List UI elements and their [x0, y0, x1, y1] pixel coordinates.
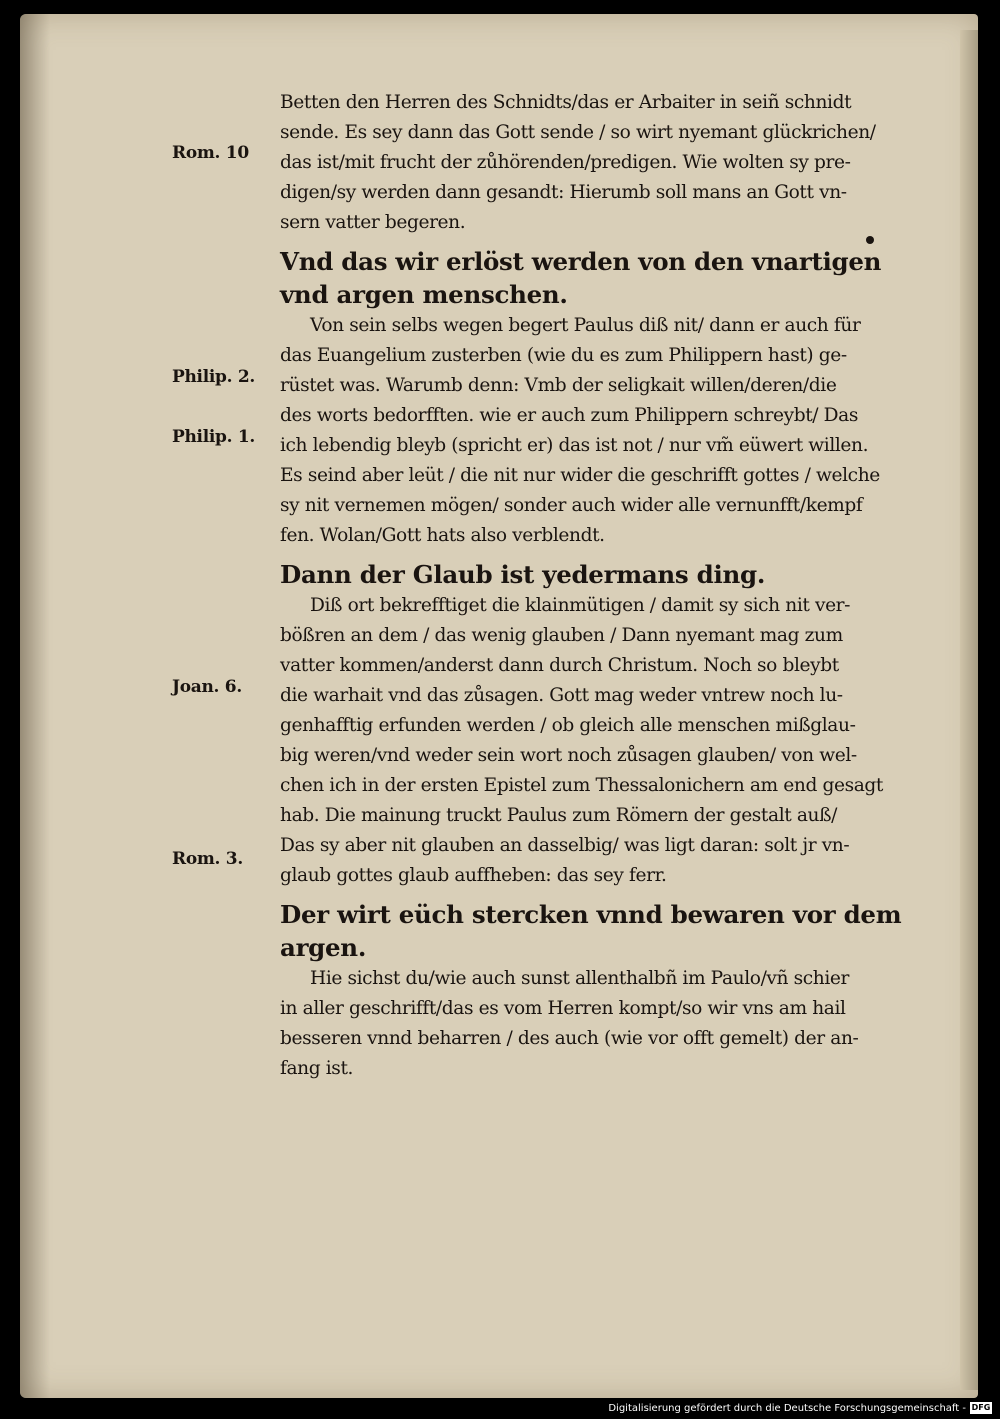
margin-note-philip-1: Philip. 1.: [172, 427, 255, 447]
section-heading: Dann der Glaub ist yedermans ding.: [280, 560, 766, 589]
text-line: rüstet was. Warumb denn: Vmb der seligkait willen/deren/die: [280, 375, 837, 396]
text-line: die warhait vnd das zůsagen. Gott mag weder vntrew noch lu-: [280, 685, 843, 706]
text-line: big weren/vnd weder sein wort noch zůsagen glauben/ von wel-: [280, 745, 857, 766]
text-line: Es seind aber leüt / die nit nur wider die geschrifft gottes / welche: [280, 465, 880, 486]
text-line: sy nit vernemen mögen/ sonder auch wider alle vernunfft/kempf: [280, 495, 863, 516]
main-text: [280, 88, 940, 1084]
margin-note-joan-6: Joan. 6.: [172, 677, 242, 697]
section-heading: vnd argen menschen.: [280, 280, 568, 309]
section-heading: Vnd das wir erlöst werden von den vnartigen: [280, 247, 882, 276]
margin-note-philip-2: Philip. 2.: [172, 367, 255, 387]
margin-note-rom-10: Rom. 10: [172, 143, 249, 163]
text-line: Diß ort bekrefftiget die klainmütigen / damit sy sich nit ver-: [310, 595, 851, 616]
paragraph-1: [280, 88, 940, 238]
text-line: fang ist.: [280, 1058, 354, 1079]
text-line: vatter kommen/anderst dann durch Christum. Noch so bleybt: [280, 655, 839, 676]
section-heading: argen.: [280, 933, 367, 962]
section-heading: Der wirt eüch stercken vnnd bewaren vor dem: [280, 900, 902, 929]
text-line: Das sy aber nit glauben an dasselbig/ was ligt daran: solt jr vn-: [280, 835, 850, 856]
dfg-logo: DFG: [971, 1403, 991, 1412]
section-dann-der-glaub: [280, 558, 940, 891]
text-line: sende. Es sey dann das Gott sende / so wirt nyemant glückrichen/: [280, 122, 876, 143]
text-line: das Euangelium zusterben (wie du es zum Philippern hast) ge-: [280, 345, 847, 366]
digitization-credit: Digitalisierung gefördert durch die Deutsche Forschungsgemeinschaft -: [608, 1403, 966, 1414]
page-gutter-shadow: [20, 14, 50, 1398]
text-line: ich lebendig bleyb (spricht er) das ist not / nur vm̃ eüwert willen.: [280, 435, 869, 456]
text-line: in aller geschrifft/das es vom Herren kompt/so wir vns am hail: [280, 998, 846, 1019]
text-line: besseren vnnd beharren / des auch (wie vor offt gemelt) der an-: [280, 1028, 859, 1049]
text-line: des worts bedorfften. wie er auch zum Philippern schreybt/ Das: [280, 405, 858, 426]
text-line: sern vatter begeren.: [280, 212, 466, 233]
text-line: Von sein selbs wegen begert Paulus diß nit/ dann er auch für: [310, 315, 861, 336]
text-line: fen. Wolan/Gott hats also verblendt.: [280, 525, 605, 546]
text-line: digen/sy werden dann gesandt: Hierumb soll mans an Gott vn-: [280, 182, 847, 203]
text-line: Betten den Herren des Schnidts/das er Arbaiter in seiñ schnidt: [280, 92, 852, 113]
text-line: genhafftig erfunden werden / ob gleich alle menschen mißglau-: [280, 715, 856, 736]
text-line: chen ich in der ersten Epistel zum Thessalonichern am end gesagt: [280, 775, 883, 796]
text-line: Hie sichst du/wie auch sunst allenthalbñ im Paulo/vñ schier: [310, 968, 849, 989]
section-vnd-das-wir: [280, 245, 940, 551]
text-line: hab. Die mainung truckt Paulus zum Römern der gestalt auß/: [280, 805, 837, 826]
text-line: bößren an dem / das wenig glauben / Dann nyemant mag zum: [280, 625, 843, 646]
page-edge: [960, 30, 978, 1390]
margin-note-rom-3: Rom. 3.: [172, 849, 243, 869]
text-line: glaub gottes glaub auffheben: das sey ferr.: [280, 865, 667, 886]
text-line: das ist/mit frucht der zůhörenden/predigen. Wie wolten sy pre-: [280, 152, 851, 173]
section-der-wirt: [280, 898, 940, 1084]
